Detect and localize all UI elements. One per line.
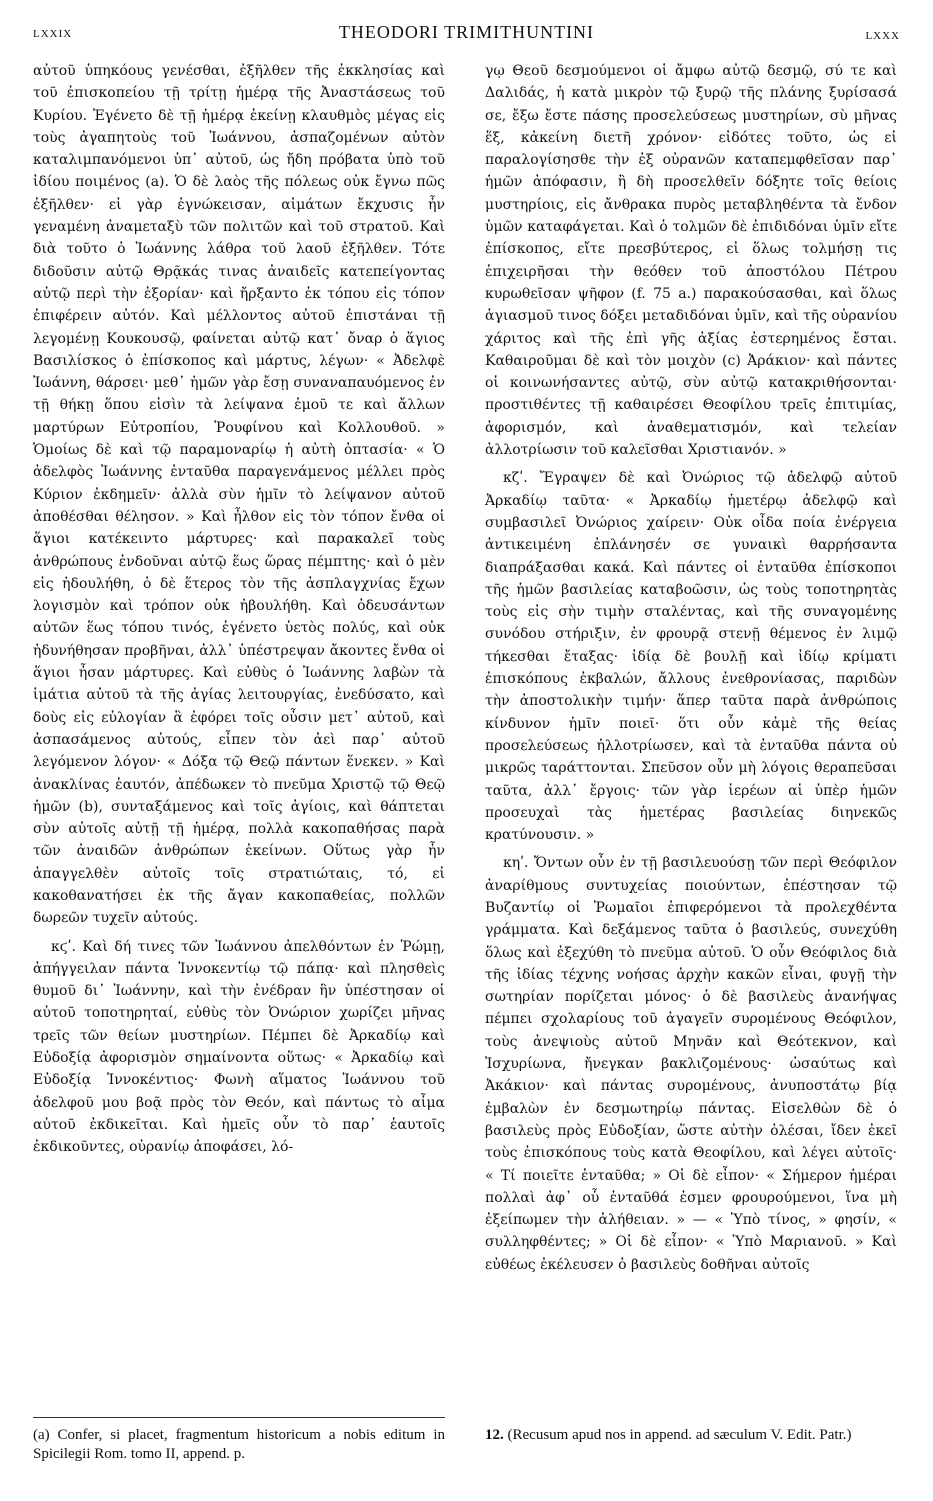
section-26-paragraph: κϛʹ. Καὶ δή τινες τῶν Ἰωάννου ἀπελθόντων ἐν Ῥώμῃ, ἀπήγγειλαν πάντα Ἰννοκεντίῳ τῷ πάπᾳ· καὶ πλησθεὶς θυμοῦ δι᾽ Ἰωάννην, καὶ τὴν ἐνέδραν ἣν ὑπέστησαν οἱ αὐτοῦ τοποτηρηταί, εὐθὺς τὸν Ὀνώριον χωρίζει μῆνας τρεῖς τῶν θείων μυστηρίων. Πέμπει δὲ Ἀρκαδίῳ καὶ Εὐδοξίᾳ ἀφορισμὸν σημαίνοντα οὕτως· « Ἀρκαδίῳ καὶ Εὐδοξίᾳ Ἰννοκέντιος· Φωνὴ αἵματος Ἰωάννου τοῦ ἀδελφοῦ μου βοᾷ πρὸς τὸν Θεόν, καὶ πάντως τὸ αἷμα αὐτοῦ ἐκδικεῖται. Καὶ ἡμεῖς οὖν τὸ παρ᾽ ἑαυτοῖς ἐκδικοῦντες, οὐρανίῳ ἀποφάσει, λό- <box>33 938 445 1156</box>
footnote-rule <box>33 1417 445 1418</box>
paragraph: γῳ Θεοῦ δεσμούμενοι οἱ ἄμφω αὐτῷ δεσμῷ, σύ τε καὶ Δαλιδάς, ἡ κατὰ μικρὸν τῷ ξυρῷ τῆς πλάνης ξυρίσασά σε, ἔξω ἔστε πάσης προσελεύσεως μυστηρίων, σὺ μῆνας ἕξ, κἀκείνη διετῆ χρόνον· εἰδότες τοῦτο, ὡς εἰ παραλογίσησθε τὴν ἐξ οὐρανῶν καταπεμφθεῖσαν παρ᾽ ἡμῶν ἀπόφασιν, ἢ δὴ προσελθεῖν δόξητε τοῖς θείοις μυστηρίοις, εἰς ἄνθρακα πυρὸς μεταβληθέντα τὰ ἔνδον ὑμῶν καταφάγεται. Καὶ ὁ τολμῶν δὲ ἐπιδιδόναι ὑμῖν εἴτε ἐπίσκοπος, εἴτε πρεσβύτερος, εἰ ὅλως τολμήσῃ τις ἐπιχειρῆσαι τὴν θεόθεν τοῦ ἀποστόλου Πέτρου κυρωθεῖσαν ψῆφον (f. 75 a.) παρακούσασθαι, καὶ ὅλως ἁγιασμοῦ τινος δόξει μεταδιδόναι ὑμῖν, καὶ τῆς οὐρανίου χάριτος καὶ τῆς ἐπὶ γῆς ἀξίας ἐστερημένος ἔσται. Καθαιροῦμαι δὲ καὶ τὸν μοιχὸν (c) Ἀράκιον· καὶ πάντες οἱ κοινωνήσαντες αὐτῷ, σὺν αὐτῷ κατακριθήσονται· προστιθέντες τῇ καθαιρέσει Θεοφίλου τρεῖς ἐπιτιμίας, ἀφορισμόν, καὶ ἀναθεματισμόν, καὶ τελείαν ἀλλοτρίωσιν τοῦ καλεῖσθαι Χριστιανόν. » <box>485 63 897 459</box>
running-title: THEODORI TRIMITHUNTINI <box>338 22 595 42</box>
footnote-right <box>485 1426 897 1445</box>
right-text-column <box>485 60 897 1276</box>
footnote-a: (a) Confer, si placet, fragmentum historicum a nobis editum in Spicilegii Rom. tomo II, append. p. <box>33 1427 445 1462</box>
page-number-left: LXXIX <box>33 28 73 40</box>
running-header <box>33 22 900 52</box>
section-28-paragraph: κηʹ. Ὄντων οὖν ἐν τῇ βασιλευούσῃ τῶν περὶ Θεόφιλον ἀναρίθμους συντυχείας ποιούντων, ἐπέστησαν τῷ Βυζαντίῳ οἱ Ῥωμαῖοι ἐπιφερόμενοι τὰ προλεχθέντα γράμματα. Καὶ δεξάμενος ταῦτα ὁ βασιλεύς, συνεχύθη ὅλως καὶ ἐξεχύθη τὸ πνεῦμα αὐτοῦ. Ὁ οὖν Θεόφιλος διὰ τῆς ἰδίας τέχνης νοήσας ἀρχὴν κακῶν εἶναι, φυγῇ τὴν σωτηρίαν πορίζεται μόνος· ὁ δὲ βασιλεὺς ἀνανήψας πέμπει σχολαρίους τοῦ ἀγαγεῖν συρομένους Θεόφιλον, τοὺς ἀνεψιοὺς αὐτοῦ Μηνᾶν καὶ Θεότεκνον, καὶ Ἰσχυρίωνα, ἤνεγκαν βακλιζομένους· ὡσαύτως καὶ Ἀκάκιον· καὶ πάντας συρομένους, ἀνυποστάτῳ βίᾳ ἐμβαλὼν ἐν δεσμωτηρίῳ πάντας. Εἰσελθὼν δὲ ὁ βασιλεὺς πρὸς Εὐδοξίαν, ὥστε αὐτὴν ὀλέσαι, ἴδεν ἐκεῖ τοὺς ἐπισκόπους τοὺς κατὰ Θεοφίλου, καὶ λέγει αὐτοῖς· « Τί ποιεῖτε ἐνταῦθα; » Οἱ δὲ εἶπον· « Σήμερον ἡμέραι πολλαὶ ἀφ᾽ οὗ ἐνταῦθά ἐσμεν φρουρούμενοι, ἵνα μὴ ἐξείπωμεν τὴν ἀλήθειαν. » — « Ὑπὸ τίνος, » φησίν, « συλληφθέντες; » Οἱ δὲ εἶπον· « Ὑπὸ Μαριανοῦ. » Καὶ εὐθέως ἐκέλευσεν ὁ βασιλεὺς δοθῆναι αὐτοῖς <box>485 855 897 1273</box>
footnote-text: (Recusum apud nos in append. ad sæculum V. Edit. Patr.) <box>507 1427 852 1443</box>
section-27-paragraph: κζʹ. Ἔγραψεν δὲ καὶ Ὀνώριος τῷ ἀδελφῷ αὐτοῦ Ἀρκαδίῳ ταῦτα· « Ἀρκαδίῳ ἡμετέρῳ ἀδελφῷ καὶ συμβασιλεῖ Ὀνώριος χαίρειν· Οὐκ οἶδα ποία ἐνέργεια ἀντικειμένη ἐπλάνησέν σε γυναικὶ θαρρήσαντα διαπράξασθαι κακά. Καὶ πάντες οἱ ἐνταῦθα ἐπίσκοποι τῆς ἡμῶν βασιλείας καταβοῶσιν, ὡς τοὺς τοποτηρητὰς τοὺς εἰς σὴν τιμὴν σταλέντας, καὶ τῆς συναγομένης συνόδου στήριξιν, ἐν φρουρᾷ στενῇ θέμενος ἐν λιμῷ τήκεσθαι ἔταξας· ἰδίᾳ δὲ βουλῇ καὶ ἰδίῳ κρίματι ἐπισκόπους ἐκβαλών, ἄλλους ἐνεθρονίασας, παριδὼν τὴν ἀποστολικὴν τιμήν· ἅπερ ταῦτα παρὰ ἀνθρώποις κίνδυνον ἡμῖν ποιεῖ· ὅτι οὖν κἀμὲ τῆς θείας προσελεύσεως ἠλλοτρίωσεν, καὶ τὰ ἐνταῦθα πάντα οὐ μικρῶς ταράττονται. Σπεῦσον οὖν μὴ λόγοις θεραπεῦσαι ταῦτα, ἀλλ᾽ ἔργοις· τῶν γὰρ ἱερέων αἱ ὑπὲρ ἡμῶν προσευχαὶ τὰς ἡμετέρας βασιλείας διηνεκῶς κρατύνουσιν. » <box>485 470 897 844</box>
left-text-column <box>33 60 445 1159</box>
paragraph: αὐτοῦ ὑπηκόους γενέσθαι, ἐξῆλθεν τῆς ἐκκλησίας καὶ τοῦ ἐπισκοπείου τῇ τρίτῃ ἡμέρᾳ τῆς Ἀναστάσεως τοῦ Κυρίου. Ἐγένετο δὲ τῇ ἡμέρᾳ ἐκείνῃ κλαυθμὸς μέγας εἰς τοὺς ἀγαπητοὺς τοῦ Ἰωάννου, ἀσπαζομένων αὐτὸν καταλιμπανόμενοι ὑπ᾽ αὐτοῦ, ὡς ἤδη πρόβατα ὑπὸ τοῦ ἰδίου ποιμένος (a). Ὁ δὲ λαὸς τῆς πόλεως οὐκ ἔγνω πῶς ἐξῆλθεν· εἰ γὰρ ἐγνώκεισαν, αἱμάτων ἔκχυσις ἦν γεναμένη ἀναμεταξὺ τῶν πολιτῶν καὶ τοῦ στρατοῦ. Καὶ διὰ τοῦτο ὁ Ἰωάννης λάθρα τοῦ λαοῦ ἐξῆλθεν. Τότε διδοῦσιν αὐτῷ Θρᾷκάς τινας ἀναιδεῖς κατεπείγοντας αὐτῷ περὶ τὴν ἐξορίαν· καὶ ἤρξαντο ἐκ τόπου εἰς τόπον ἐπιφέρειν αὐτόν. Καὶ μέλλοντος αὐτοῦ ἐπιστάναι τῇ λεγομένῃ Κουκουσῷ, φαίνεται αὐτῷ κατ᾽ ὄναρ ὁ ἅγιος Βασιλίσκος ὁ ἐπίσκοπος καὶ μάρτυς, λέγων· « Ἀδελφὲ Ἰωάννη, θάρσει· μεθ᾽ ἡμῶν γὰρ ἔσῃ συναναπαυόμενος ἐν τῇ θήκῃ ὅπου εἰσὶν τὰ λείψανα ἐμοῦ τε καὶ ἄλλων μαρτύρων Εὐτροπίου, Ῥουφίνου καὶ Κολλουθοῦ. » Ὁμοίως δὲ καὶ τῷ παραμοναρίῳ ἡ αὐτὴ ὀπτασία· « Ὁ ἀδελφὸς Ἰωάννης ἐνταῦθα παραγενάμενος μέλλει πρὸς Κύριον ἐκδημεῖν· ἀλλὰ σὺν ἡμῖν τὸ λείψανον αὐτοῦ ἀποθέσθαι θέλησον. » Καὶ ἦλθον εἰς τὸν τόπον ἔνθα οἱ ἅγιοι κατέκειντο μάρτυρες· καὶ παρακαλεῖ τοὺς ἀνθρώπους ἐνδοῦναι αὐτῷ ἕως ὥρας πέμπτης· καὶ ὁ μὲν εἰς ἡδουλήθη, ὁ δὲ ἕτερος τὸν τῆς ἀσπλαγχνίας ἔχων λογισμὸν καὶ τρόπον οὐκ ἠβουλήθη. Καὶ ὁδευσάντων αὐτῶν ἕως τόπου τινός, ἐγένετο ὑετὸς πολύς, καὶ οὐκ ἠδυνήθησαν προβῆναι, ἀλλ᾽ ὑπέστρεψαν ἄκοντες ἔνθα οἱ ἅγιοι ἦσαν μάρτυρες. Καὶ εὐθὺς ὁ Ἰωάννης λαβὼν τὰ ἱμάτια αὐτοῦ τὰ τῆς ἁγίας λειτουργίας, ἐνεδύσατο, καὶ δοὺς εἰς εὐλογίαν ἃ ἐφόρει τοῖς οὖσιν μετ᾽ αὐτοῦ, καὶ ἀσπασάμενος αὐτούς, εἶπεν τὸν ἀεὶ παρ᾽ αὐτοῦ λεγόμενον λόγον· « Δόξα τῷ Θεῷ πάντων ἕνεκεν. » Καὶ ἀνακλίνας ἑαυτόν, ἀπέδωκεν τὸ πνεῦμα Χριστῷ τῷ Θεῷ ἡμῶν (b), συνταξάμενος καὶ τοῖς ἁγίοις, καὶ θάπτεται σὺν αὐτοῖς αὐτῇ τῇ ἡμέρᾳ, πολλὰ κακοπαθήσας παρὰ τῶν ἀναιδῶν ἀνθρώπων ἐκείνων. Οὕτως γὰρ ἦν ἀπαγγελθὲν αὐτοῖς τοῖς στρατιώταις, τό, εἰ κακοθανατήσει ἐκ τῆς ἄγαν κακοπαθείας, πολλῶν δωρεῶν τυχεῖν αὐτούς. <box>33 63 445 927</box>
footnote-number: 12. <box>485 1427 504 1443</box>
page-number-right: LXXX <box>865 30 900 42</box>
